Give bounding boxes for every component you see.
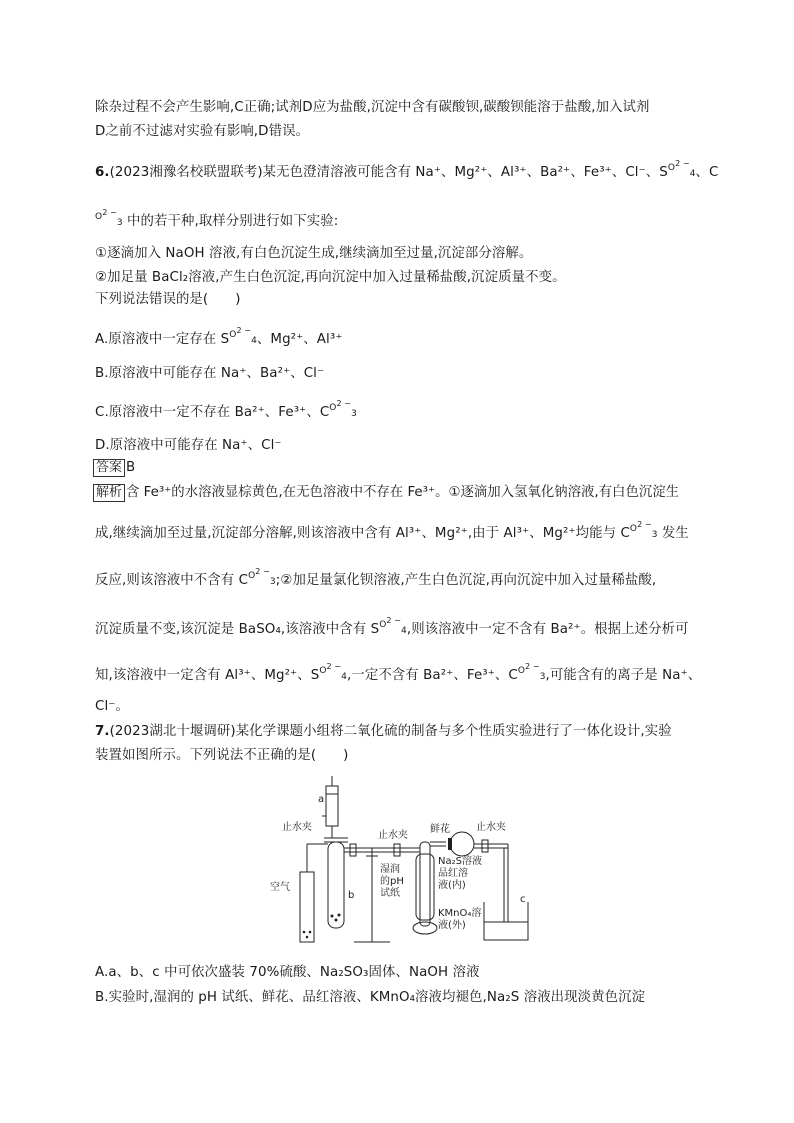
q7-stem-line-2: 装置如图所示。下列说法不正确的是( ) [95,748,349,763]
q6-exp-1: ①逐滴加入 NaOH 溶液,有白色沉淀生成,继续滴加至过量,沉淀部分溶解。 [95,246,533,261]
q6-analysis-line-6: Cl⁻。 [95,699,129,714]
q6-exp-2: ②加足量 BaCl₂溶液,产生白色沉淀,再向沉淀中加入过量稀盐酸,沉淀质量不变。 [95,270,566,285]
q6-stem-a: 某无色澄清溶液可能含有 Na⁺、Mg²⁺、Al³⁺、Ba²⁺、Fe³⁺、Cl⁻、S [262,165,668,180]
label-kmno4-2: 液(外) [438,920,466,931]
label-ph-3: 试纸 [380,888,400,899]
q6-stem-line-2 [95,208,714,233]
q6-option-c: C.原溶液中一定不存在 Ba²⁺、Fe³⁺、$C^{O2 -}3$ [95,399,357,420]
answer-value: B [126,460,136,475]
prev-line-2: D之前不过滤对实验有影响,D错误。 [95,124,310,139]
q7-stem-line-1: 7.(2023湖北十堰调研)某化学课题小组将二氧化硫的制备与多个性质实验进行了一体化设计,实验 [95,724,672,739]
label-flower: 鲜花 [430,824,450,835]
q6-option-a: A.原溶液中一定存在 $S^{O2 -}4$、Mg²⁺、Al³⁺ [95,326,343,347]
q7-option-b: B.实验时,湿润的 pH 试纸、鲜花、品红溶液、KMnO₄溶液均褪色,Na₂S 溶液出现淡黄色沉淀 [95,990,646,1005]
label-c: c [520,894,526,905]
label-na2s: Na₂S溶液 [438,856,482,867]
q6-stem-line-1 [95,159,719,184]
q6-stem-a-tail: 、C [695,165,719,180]
q6-option-b: B.原溶液中可能存在 Na⁺、Ba²⁺、Cl⁻ [95,366,325,381]
q6-analysis-line-2: 成,继续滴加至过量,沉淀部分溶解,则该溶液中含有 Al³⁺、Mg²⁺,由于 Al³⁺、Mg²⁺均能与 $C^{O2 -}3$ 发生 [95,520,689,541]
label-pinhong-1: 品红溶 [438,868,468,879]
label-stop-2: 止水夹 [378,830,408,841]
label-kmno4-1: KMnO₄溶 [438,908,482,919]
label-a: a [318,794,325,805]
q6-analysis-line-5: 知,该溶液中一定含有 Al³⁺、Mg²⁺、$S^{O2 -}4$,一定不含有 Ba²⁺、Fe³⁺、$C^{O2 -}3$,可能含有的离子是 Na⁺、 [95,662,702,683]
q6-stem-b: 中的若干种,取样分别进行如下实验: [127,214,339,229]
q6-answer [93,458,135,478]
q6-source: (2023湘豫名校联盟联考) [109,165,263,180]
prev-line-1: 除杂过程不会产生影响,C正确;试剂D应为盐酸,沉淀中含有碳酸钡,碳酸钡能溶于盐酸,加入试剂 [95,100,650,115]
q7-number: 7. [95,724,110,739]
q7-option-a: A.a、b、c 中可依次盛装 70%硫酸、Na₂SO₃固体、NaOH 溶液 [95,965,480,980]
analysis-label: 解析 [93,484,125,502]
label-stop-1: 止水夹 [282,822,312,833]
q6-ask: 下列说法错误的是( ) [95,292,241,307]
label-b: b [348,890,355,901]
q6-analysis-line-3: 反应,则该溶液中不含有 $C^{O2 -}3;②$加足量氯化钡溶液,产生白色沉淀,再向沉淀中加入过量稀盐酸, [95,567,657,588]
label-ph-1: 湿润 [380,864,400,875]
apparatus-figure [270,772,530,952]
label-stop-3: 止水夹 [476,822,506,833]
q6-option-d: D.原溶液中可能存在 Na⁺、Cl⁻ [95,438,282,453]
carbonate-ion: O2 − [329,399,352,413]
q6-analysis-line-4: 沉淀质量不变,该沉淀是 BaSO₄,该溶液中含有 $S^{O2 -}4$,则该溶液中一定不含有 Ba²⁺。根据上述分析可 [95,616,689,637]
carbonate-sub: 3 [116,218,123,228]
sulfate-ion: O2 − [667,159,690,173]
q6-number: 6. [95,165,110,180]
carbonate-ion: O2 − [95,208,117,222]
label-ph-2: 的pH [380,876,404,887]
label-air: 空气 [270,882,290,893]
label-pinhong-2: 液(内) [438,880,466,891]
sulfate-sub: 4 [689,169,696,179]
q7-source: (2023湖北十堰调研) [109,724,236,739]
answer-label: 答案 [93,459,125,477]
q6-analysis-line-1: 解析 含 Fe³⁺的水溶液显棕黄色,在无色溶液中不存在 Fe³⁺。①逐滴加入氢氧化钠溶液,有白色沉淀生 [93,483,679,503]
sulfate-ion: O2 − [229,326,252,340]
